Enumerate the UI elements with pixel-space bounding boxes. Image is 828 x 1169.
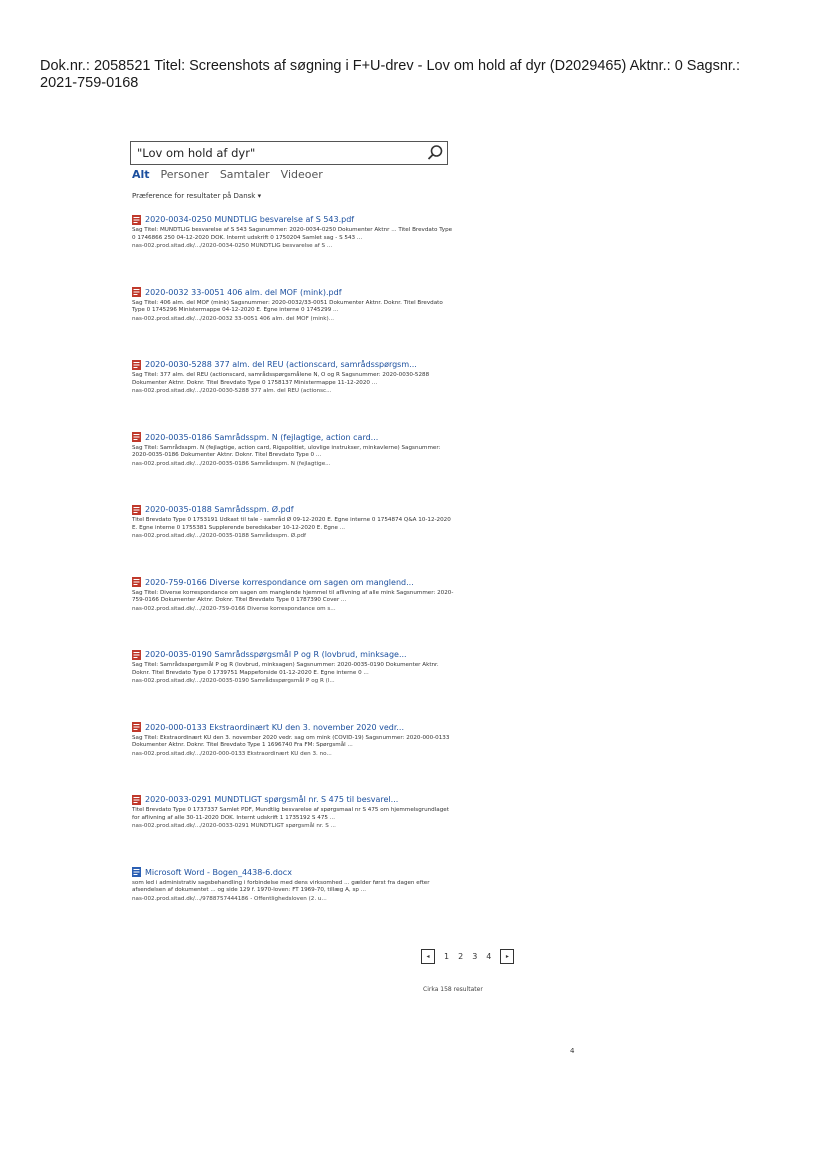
- result-title-link[interactable]: [132, 577, 462, 588]
- word-file-icon: [132, 867, 141, 877]
- pdf-file-icon: [132, 432, 141, 442]
- result-snippet: Sag Titel: Diverse korrespondance om sagen om manglende hjemmel til aflivning af alle mink Sagsnummer: 2020-759-0166 Dokumenter Aktnr. Doknr. Titel Brevdato Type 0 1787390 Cover ...: [132, 589, 454, 603]
- result-title[interactable]: 2020-0030-5288 377 alm. del REU (actionscard, samrådsspørgsm...: [145, 360, 417, 369]
- result-title[interactable]: 2020-0035-0186 Samrådsspm. N (fejlagtige, action card...: [145, 432, 379, 442]
- result-title[interactable]: 2020-0035-0190 Samrådsspørgsmål P og R (lovbrud, minksage...: [145, 650, 407, 659]
- result-item: [132, 867, 462, 940]
- page-link-3[interactable]: 3: [472, 952, 478, 961]
- result-url: nas-002.prod.sitad.dk/.../2020-0030-5288 377 alm. del REU (actionsc...: [132, 388, 332, 394]
- pdf-file-icon: [132, 650, 141, 660]
- pdf-file-icon: [132, 795, 141, 805]
- result-url: nas-002.prod.sitad.dk/.../2020-0032 33-0051 406 alm. del MOF (mink)...: [132, 315, 335, 322]
- result-snippet: Sag Titel: Ekstraordinært KU den 3. november 2020 vedr. sag om mink (COVID-19) Sagsnummer: 2020-000-0133 Dokumenter Aktnr. Doknr. Titel Brevdato Type 1 1696740 Fra FM: Spørgsmål ...: [132, 734, 450, 748]
- result-url: nas-002.prod.sitad.dk/.../2020-0034-0250 MUNDTLIG besvarelse af S ...: [132, 243, 333, 249]
- result-url: nas-002.prod.sitad.dk/.../2020-759-0166 Diverse korrespondance om s...: [132, 605, 336, 612]
- search-results-list: [132, 214, 462, 939]
- result-item: [132, 649, 462, 722]
- document-header: [40, 58, 810, 92]
- result-title-link[interactable]: [132, 867, 462, 878]
- result-item: [132, 432, 462, 505]
- tab-alt[interactable]: Alt: [132, 168, 150, 181]
- tab-personer[interactable]: Personer: [160, 168, 209, 181]
- page-link-4[interactable]: 4: [486, 952, 492, 961]
- result-title-link[interactable]: [132, 432, 462, 443]
- result-item: [132, 287, 462, 360]
- result-item: [132, 722, 462, 795]
- search-input[interactable]: [137, 144, 417, 162]
- search-box[interactable]: [130, 141, 448, 165]
- search-filter-tabs: [132, 168, 323, 181]
- result-title[interactable]: 2020-0035-0188 Samrådsspm. Ø.pdf: [145, 505, 294, 514]
- result-title[interactable]: 2020-0032 33-0051 406 alm. del MOF (mink).pdf: [145, 287, 342, 297]
- result-title[interactable]: 2020-759-0166 Diverse korrespondance om sagen om manglend...: [145, 577, 414, 587]
- result-snippet: Sag Titel: Samrådsspm. N (fejlagtige, action card, Rigspolitiet, ulovlige instrukser, minkavlerne) Sagsnummer: 2020-0035-0186 Dokumenter Aktnr. Doknr. Titel Brevdato Type 0 ...: [132, 444, 441, 458]
- result-title-link[interactable]: [132, 359, 462, 370]
- result-title-link[interactable]: [132, 649, 462, 660]
- result-item: [132, 577, 462, 650]
- tab-samtaler[interactable]: Samtaler: [219, 168, 270, 181]
- result-item: [132, 794, 462, 867]
- language-preference[interactable]: Præference for resultater på Dansk ▾: [132, 192, 262, 200]
- result-url: nas-002.prod.sitad.dk/.../9788757444186 - Offentlighedsloven (2. u...: [132, 895, 327, 902]
- result-item: [132, 359, 462, 432]
- result-title[interactable]: 2020-0034-0250 MUNDTLIG besvarelse af S 543.pdf: [145, 215, 355, 224]
- document-header-line-1: Dok.nr.: 2058521 Titel: Screenshots af søgning i F+U-drev - Lov om hold af dyr (D2029465) Aktnr.: 0 Sagsnr.:: [40, 58, 740, 74]
- result-title[interactable]: 2020-0033-0291 MUNDTLIGT spørgsmål nr. S 475 til besvarel...: [145, 795, 399, 804]
- result-url: nas-002.prod.sitad.dk/.../2020-0033-0291 MUNDTLIGT spørgsmål nr. S ...: [132, 823, 336, 829]
- result-snippet: Sag Titel: 377 alm. del REU (actionscard, samrådsspørgsmålene N, O og R Sagsnummer: 2020-0030-5288 Dokumenter Aktnr. Doknr. Titel Brevdato Type 0 1758137 Ministermappe 11-12-2020 ...: [132, 372, 430, 386]
- tab-videoer[interactable]: Videoer: [280, 168, 323, 181]
- search-icon[interactable]: [426, 144, 444, 162]
- page-number: 4: [570, 1047, 575, 1055]
- result-title-link[interactable]: [132, 287, 462, 298]
- pdf-file-icon: [132, 360, 141, 370]
- result-title[interactable]: 2020-000-0133 Ekstraordinært KU den 3. november 2020 vedr...: [145, 722, 405, 732]
- pdf-file-icon: [132, 577, 141, 587]
- result-title[interactable]: Microsoft Word - Bogen_4438-6.docx: [145, 867, 292, 877]
- result-snippet: Titel Brevdato Type 0 1753191 Udkast til tale - samråd Ø 09-12-2020 E. Egne interne 0 1754874 Q&A 10-12-2020 E. Egne interne 0 1755381 Supplerende beredskaber 10-12-2020 E. Egne ...: [132, 517, 451, 531]
- pagination: [421, 949, 514, 964]
- previous-page-button[interactable]: ◂: [421, 949, 435, 964]
- result-snippet: Sag Titel: 406 alm. del MOF (mink) Sagsnummer: 2020-0032/33-0051 Dokumenter Aktnr. Doknr. Titel Brevdato Type 0 1745296 Ministermappe 04-12-2020 E. Egne interne 0 1745299 ...: [132, 299, 443, 313]
- result-snippet: Titel Brevdato Type 0 1737337 Samlet PDF, Mundtlig besvarelse af spørgsmaal nr S 475 om hjemmelsgrundlaget for aflivning af alle 30-11-2020 DOK. Internt udskrift 1 1735192 S 475 ...: [132, 807, 449, 821]
- result-item: [132, 214, 462, 287]
- result-url: nas-002.prod.sitad.dk/.../2020-0035-0186 Samrådsspm. N (fejlagtige...: [132, 460, 331, 467]
- result-title-link[interactable]: [132, 504, 462, 515]
- result-title-link[interactable]: [132, 794, 462, 805]
- page-link-1[interactable]: 1: [444, 952, 450, 961]
- result-title-link[interactable]: [132, 722, 462, 733]
- pdf-file-icon: [132, 215, 141, 225]
- result-snippet: Sag Titel: MUNDTLIG besvarelse af S 543 Sagsnummer: 2020-0034-0250 Dokumenter Aktnr ... Titel Brevdato Type 0 1746866 250 04-12-2020 DOK. Internt udskrift 0 1750204 Samlet sag - S 543 ...: [132, 227, 453, 241]
- result-item: [132, 504, 462, 577]
- result-snippet: Sag Titel: Samrådsspørgsmål P og R (lovbrud, minksagen) Sagsnummer: 2020-0035-0190 Dokumenter Aktnr. Doknr. Titel Brevdato Type 0 1739751 Mappeforside 01-12-2020 E. Egne interne 0 ...: [132, 662, 439, 676]
- result-snippet: som led i administrativ sagsbehandling i forbindelse med dens virksomhed ... gælder først fra dagen efter afsendelsen af dokumentet ... og side 129 f. 1970-loven: FT 1969-70, tillæg A, sp ...: [132, 879, 430, 893]
- page-link-2[interactable]: 2: [458, 952, 464, 961]
- result-url: nas-002.prod.sitad.dk/.../2020-0035-0190 Samrådsspørgsmål P og R (l...: [132, 678, 335, 684]
- result-count: Cirka 158 resultater: [423, 986, 483, 993]
- pdf-file-icon: [132, 505, 141, 515]
- next-page-button[interactable]: ▸: [500, 949, 514, 964]
- pdf-file-icon: [132, 722, 141, 732]
- result-url: nas-002.prod.sitad.dk/.../2020-000-0133 Ekstraordinært KU den 3. no...: [132, 750, 332, 757]
- result-title-link[interactable]: [132, 214, 462, 225]
- result-url: nas-002.prod.sitad.dk/.../2020-0035-0188 Samrådsspm. Ø.pdf: [132, 533, 307, 539]
- pdf-file-icon: [132, 287, 141, 297]
- document-header-line-2: 2021-759-0168: [40, 75, 139, 91]
